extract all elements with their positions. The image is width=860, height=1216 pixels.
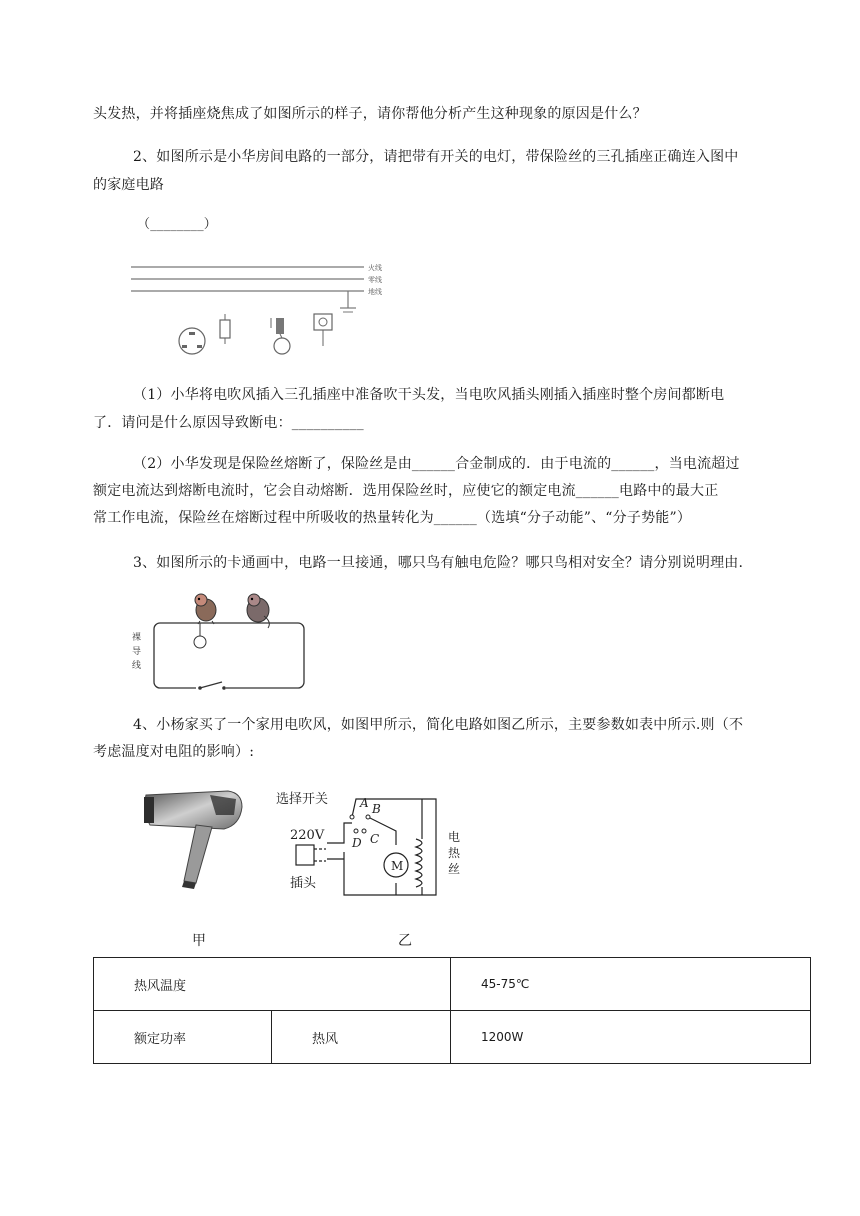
q3-line-1: 3、如图所示的卡通画中，电路一旦接通，哪只鸟有触电危险？哪只鸟相对安全？请分别说明理由. (133, 555, 744, 571)
table-cell (94, 958, 451, 1011)
q2-answer-blank[interactable]: （________） (137, 217, 217, 232)
birds-circuit-figure (126, 588, 316, 694)
contact-a: A (360, 796, 369, 810)
plug-label: 插头 (290, 876, 317, 891)
fuse-icon (220, 314, 230, 344)
q2-line-1: 2、如图所示是小华房间电路的一部分，请把带有开关的电灯，带保险丝的三孔插座正确连入图中 (133, 149, 739, 165)
bare-wire-label-3: 线 (132, 661, 142, 671)
lamp-icon (271, 318, 290, 354)
motor-label: M (391, 859, 404, 873)
table-row (94, 958, 811, 1011)
hot-air-power-value: 1200W (481, 1030, 524, 1044)
voltage-label: 220V (290, 828, 325, 843)
table-cell (451, 958, 811, 1011)
q2-1-line-1: （1）小华将电吹风插入三孔插座中准备吹干头发，当电吹风插头刚插入插座时整个房间都断电 (133, 387, 725, 403)
contact-c: C (370, 832, 380, 846)
contact-d: D (352, 836, 362, 850)
intro-line: 头发热，并将插座烧焦成了如图所示的样子，请你帮他分析产生这种现象的原因是什么？ (93, 106, 647, 122)
hot-air-mode-label: 热风 (312, 1031, 339, 1047)
q2-1-line-2: 了．请问是什么原因导致断电：__________ (93, 415, 364, 431)
bare-wire-label-2: 导 (132, 647, 142, 657)
caption-yi: 乙 (398, 933, 412, 949)
bird-left-icon (195, 594, 216, 624)
q2-line-2: 的家庭电路 (93, 177, 164, 193)
caption-jia: 甲 (192, 933, 206, 949)
table-row (94, 1011, 811, 1064)
q4-line-1: 4、小杨家买了一个家用电吹风，如图甲所示，简化电路如图乙所示，主要参数如表中所示.则（不 (133, 717, 744, 733)
hot-air-temp-label: 热风温度 (134, 978, 187, 994)
q4-line-2: 考虑温度对电阻的影响）: (93, 744, 255, 760)
switch-icon (314, 314, 332, 346)
bare-wire-label-1: 裸 (132, 633, 142, 643)
table-cell (451, 1011, 811, 1064)
home-circuit-figure (126, 254, 396, 366)
hair-dryer-figure (140, 785, 250, 897)
wire-label-ground: 地线 (368, 288, 382, 296)
three-hole-socket-icon (179, 328, 205, 354)
switch-label: 选择开关 (276, 792, 329, 807)
wire-label-neutral: 零线 (368, 276, 382, 284)
wire-label-live: 火线 (368, 264, 382, 272)
q2-2-line-1: （2）小华发现是保险丝熔断了，保险丝是由______合金制成的．由于电流的______，当电流超过 (133, 456, 740, 472)
hot-air-temp-value: 45-75℃ (481, 977, 530, 991)
bulb-icon (194, 623, 206, 648)
contact-b: B (372, 802, 381, 816)
table-cell (94, 1011, 272, 1064)
q2-2-line-3: 常工作电流，保险丝在熔断过程中所吸收的热量转化为______（选填“分子动能”、“分子势能”） (93, 510, 692, 526)
dryer-circuit-figure (272, 787, 472, 907)
rated-power-label: 额定功率 (134, 1031, 187, 1047)
table-cell (272, 1011, 451, 1064)
heater-label-2: 热 (448, 846, 461, 860)
q2-2-line-2: 额定电流达到熔断电流时，它会自动熔断．选用保险丝时，应使它的额定电流______电路中的最大正 (93, 483, 719, 499)
heater-label-1: 电 (448, 830, 461, 844)
specs-table (93, 957, 811, 1064)
heater-label-3: 丝 (448, 862, 461, 876)
